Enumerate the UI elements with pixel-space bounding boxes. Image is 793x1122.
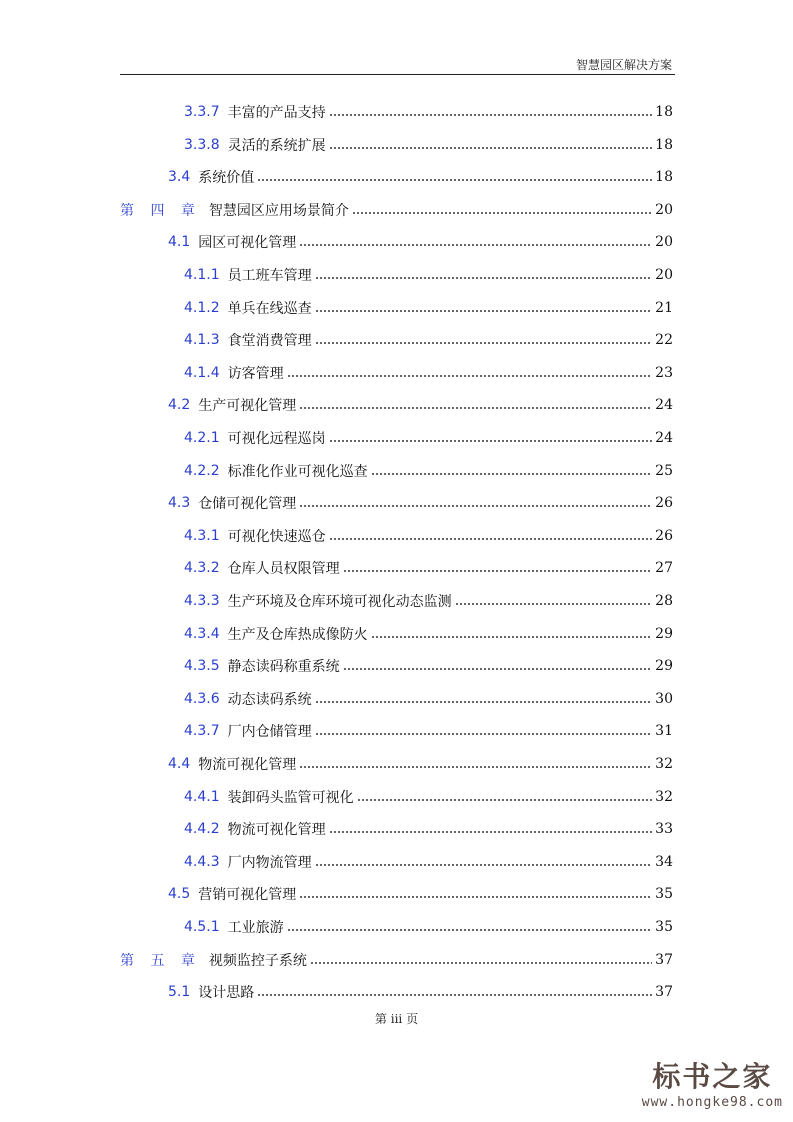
toc-page-number: 25 bbox=[655, 462, 673, 479]
watermark bbox=[642, 1055, 783, 1110]
toc-number: 4.2.2 bbox=[184, 462, 220, 479]
toc-title: 丰富的产品支持 bbox=[227, 105, 326, 121]
toc-page-number: 21 bbox=[655, 299, 673, 316]
toc-number: 3.3.8 bbox=[184, 136, 220, 153]
toc-number: 第 四 章 bbox=[120, 202, 201, 219]
toc-title: 生产可视化管理 bbox=[198, 398, 297, 415]
toc-title: 生产环境及仓库环境可视化动态监测 bbox=[227, 594, 452, 610]
toc-page-number: 33 bbox=[655, 821, 673, 838]
toc-number: 4.1 bbox=[168, 234, 191, 251]
toc-leader-dots bbox=[315, 857, 653, 867]
toc-number: 3.4 bbox=[168, 169, 191, 186]
toc-title: 灵活的系统扩展 bbox=[227, 137, 326, 154]
toc-page-number: 29 bbox=[655, 625, 673, 642]
toc-title: 工业旅游 bbox=[227, 920, 284, 936]
toc-leader-dots bbox=[343, 563, 653, 573]
toc-leader-dots bbox=[371, 466, 653, 476]
toc-number: 4.3.2 bbox=[184, 560, 220, 577]
toc-number: 4.4 bbox=[168, 756, 191, 772]
toc-number: 4.1.3 bbox=[184, 332, 220, 349]
page-header bbox=[120, 54, 675, 75]
toc-page-number: 18 bbox=[655, 169, 673, 186]
toc-page-number: 26 bbox=[655, 495, 673, 512]
toc-leader-dots bbox=[257, 987, 652, 997]
toc-page-number: 37 bbox=[655, 984, 673, 1001]
page-number: 第 iii 页 bbox=[374, 1012, 419, 1026]
toc-page-number: 27 bbox=[655, 560, 673, 577]
toc-number: 4.3.7 bbox=[184, 723, 220, 740]
toc-page-number: 23 bbox=[655, 364, 673, 381]
toc-number: 4.3.5 bbox=[184, 658, 220, 675]
toc-title: 营销可视化管理 bbox=[198, 887, 297, 904]
toc-page-number: 24 bbox=[655, 397, 673, 414]
toc-page-number: 24 bbox=[655, 430, 673, 446]
toc-row[interactable] bbox=[184, 654, 673, 678]
toc-page-number: 37 bbox=[655, 951, 673, 968]
watermark-url: www.hongke98.com bbox=[641, 1095, 783, 1110]
toc-title: 园区可视化管理 bbox=[198, 235, 297, 252]
toc-row[interactable] bbox=[184, 817, 673, 841]
toc-title: 智慧园区应用场景简介 bbox=[208, 202, 349, 219]
toc-title: 生产及仓库热成像防火 bbox=[227, 626, 368, 643]
toc-number: 4.2.1 bbox=[184, 430, 220, 446]
toc-title: 可视化远程巡岗 bbox=[227, 431, 326, 447]
toc-page-number: 20 bbox=[655, 234, 673, 251]
toc-leader-dots bbox=[315, 694, 653, 704]
toc-row[interactable] bbox=[184, 524, 673, 548]
toc-page-number: 31 bbox=[655, 723, 673, 740]
toc-number: 第 五 章 bbox=[120, 952, 201, 969]
toc-number: 4.3.6 bbox=[184, 690, 220, 707]
toc-number: 4.5.1 bbox=[184, 919, 220, 935]
toc-number: 5.1 bbox=[168, 984, 191, 1001]
toc-page-number: 26 bbox=[655, 527, 673, 544]
toc-row[interactable] bbox=[168, 882, 673, 906]
toc-row[interactable] bbox=[168, 752, 673, 776]
toc-page-number: 18 bbox=[655, 136, 673, 153]
toc-row[interactable] bbox=[168, 980, 673, 1004]
toc-number: 4.3.3 bbox=[184, 593, 220, 609]
toc-title: 视频监控子系统 bbox=[208, 952, 307, 969]
toc-number: 4.4.3 bbox=[184, 853, 220, 870]
toc-number: 4.1.1 bbox=[184, 267, 220, 283]
toc-title: 可视化快速巡仓 bbox=[227, 528, 326, 545]
toc-row[interactable] bbox=[184, 915, 673, 939]
toc-row[interactable] bbox=[184, 263, 673, 287]
toc-title: 单兵在线巡查 bbox=[227, 300, 312, 317]
toc-title: 访客管理 bbox=[227, 365, 284, 382]
toc-row[interactable] bbox=[184, 687, 673, 711]
toc-leader-dots bbox=[299, 498, 652, 508]
toc-leader-dots bbox=[329, 531, 653, 541]
toc-title: 系统价值 bbox=[198, 170, 255, 187]
toc-chapter-row[interactable] bbox=[120, 198, 673, 222]
toc-leader-dots bbox=[357, 792, 653, 802]
toc-leader-dots bbox=[352, 205, 652, 215]
toc-leader-dots bbox=[287, 368, 653, 378]
toc-page-number: 34 bbox=[655, 853, 673, 870]
toc-row[interactable] bbox=[184, 361, 673, 385]
toc-row[interactable] bbox=[184, 296, 673, 320]
watermark-logo: 标书之家 bbox=[652, 1060, 773, 1093]
toc-leader-dots bbox=[315, 335, 653, 345]
toc-title: 装卸码头监管可视化 bbox=[227, 789, 354, 806]
toc-page-number: 28 bbox=[655, 593, 673, 609]
toc-title: 设计思路 bbox=[198, 985, 255, 1002]
toc-row[interactable] bbox=[184, 328, 673, 352]
toc-leader-dots bbox=[455, 596, 653, 606]
toc-title: 仓库人员权限管理 bbox=[227, 561, 340, 578]
toc-number: 4.3 bbox=[168, 495, 191, 512]
toc-row[interactable] bbox=[168, 491, 673, 515]
toc-page-number: 30 bbox=[655, 690, 673, 707]
toc-title: 标准化作业可视化巡查 bbox=[227, 463, 368, 480]
toc-leader-dots bbox=[257, 172, 652, 182]
toc-row[interactable] bbox=[184, 459, 673, 483]
toc-title: 物流可视化管理 bbox=[198, 757, 297, 773]
toc-leader-dots bbox=[329, 107, 653, 117]
toc-number: 4.2 bbox=[168, 397, 191, 414]
toc-row[interactable] bbox=[184, 785, 673, 809]
toc-title: 物流可视化管理 bbox=[227, 822, 326, 839]
toc-row[interactable] bbox=[184, 850, 673, 874]
toc-title: 员工班车管理 bbox=[227, 268, 312, 284]
toc-chapter-row[interactable] bbox=[120, 948, 673, 972]
toc-number: 4.4.1 bbox=[184, 788, 220, 805]
toc-number: 4.5 bbox=[168, 886, 191, 903]
toc-row[interactable] bbox=[168, 393, 673, 417]
toc-leader-dots bbox=[329, 433, 653, 443]
toc-title: 动态读码系统 bbox=[227, 691, 312, 708]
toc-leader-dots bbox=[299, 400, 652, 410]
toc-row[interactable] bbox=[184, 622, 673, 646]
toc-page-number: 20 bbox=[655, 267, 673, 283]
toc-page-number: 20 bbox=[655, 201, 673, 218]
toc-leader-dots bbox=[315, 303, 653, 313]
toc-page-number: 32 bbox=[655, 788, 673, 805]
toc-row[interactable] bbox=[184, 100, 673, 124]
toc-leader-dots bbox=[343, 661, 653, 671]
toc-number: 3.3.7 bbox=[184, 104, 220, 120]
toc-page-number: 32 bbox=[655, 756, 673, 772]
toc-leader-dots bbox=[329, 140, 653, 150]
toc-row[interactable] bbox=[168, 165, 673, 189]
toc-leader-dots bbox=[371, 629, 653, 639]
toc-row[interactable] bbox=[184, 133, 673, 157]
toc-page-number: 18 bbox=[655, 104, 673, 120]
toc-leader-dots bbox=[315, 270, 653, 280]
toc-title: 厂内物流管理 bbox=[227, 854, 312, 871]
toc-leader-dots bbox=[315, 726, 653, 736]
toc-row[interactable] bbox=[184, 426, 673, 450]
toc-number: 4.3.4 bbox=[184, 625, 220, 642]
toc-leader-dots bbox=[299, 237, 652, 247]
toc-number: 4.1.2 bbox=[184, 299, 220, 316]
toc-number: 4.1.4 bbox=[184, 364, 220, 381]
toc-page-number: 22 bbox=[655, 332, 673, 349]
toc-title: 静态读码称重系统 bbox=[227, 659, 340, 676]
toc-row[interactable] bbox=[184, 556, 673, 580]
toc-page-number: 35 bbox=[655, 886, 673, 903]
toc-title: 厂内仓储管理 bbox=[227, 724, 312, 741]
toc-row[interactable] bbox=[184, 589, 673, 613]
toc-leader-dots bbox=[299, 889, 652, 899]
toc-page-number: 35 bbox=[655, 919, 673, 935]
toc-row[interactable] bbox=[168, 230, 673, 254]
toc-page-number: 29 bbox=[655, 658, 673, 675]
toc-title: 仓储可视化管理 bbox=[198, 496, 297, 513]
toc-leader-dots bbox=[329, 824, 653, 834]
toc-number: 4.3.1 bbox=[184, 527, 220, 544]
toc-leader-dots bbox=[310, 955, 652, 965]
toc-leader-dots bbox=[299, 759, 652, 769]
toc-number: 4.4.2 bbox=[184, 821, 220, 838]
toc-row[interactable] bbox=[184, 719, 673, 743]
toc-leader-dots bbox=[287, 922, 653, 932]
document-title: 智慧园区解决方案 bbox=[575, 58, 672, 72]
toc-title: 食堂消费管理 bbox=[227, 333, 312, 350]
